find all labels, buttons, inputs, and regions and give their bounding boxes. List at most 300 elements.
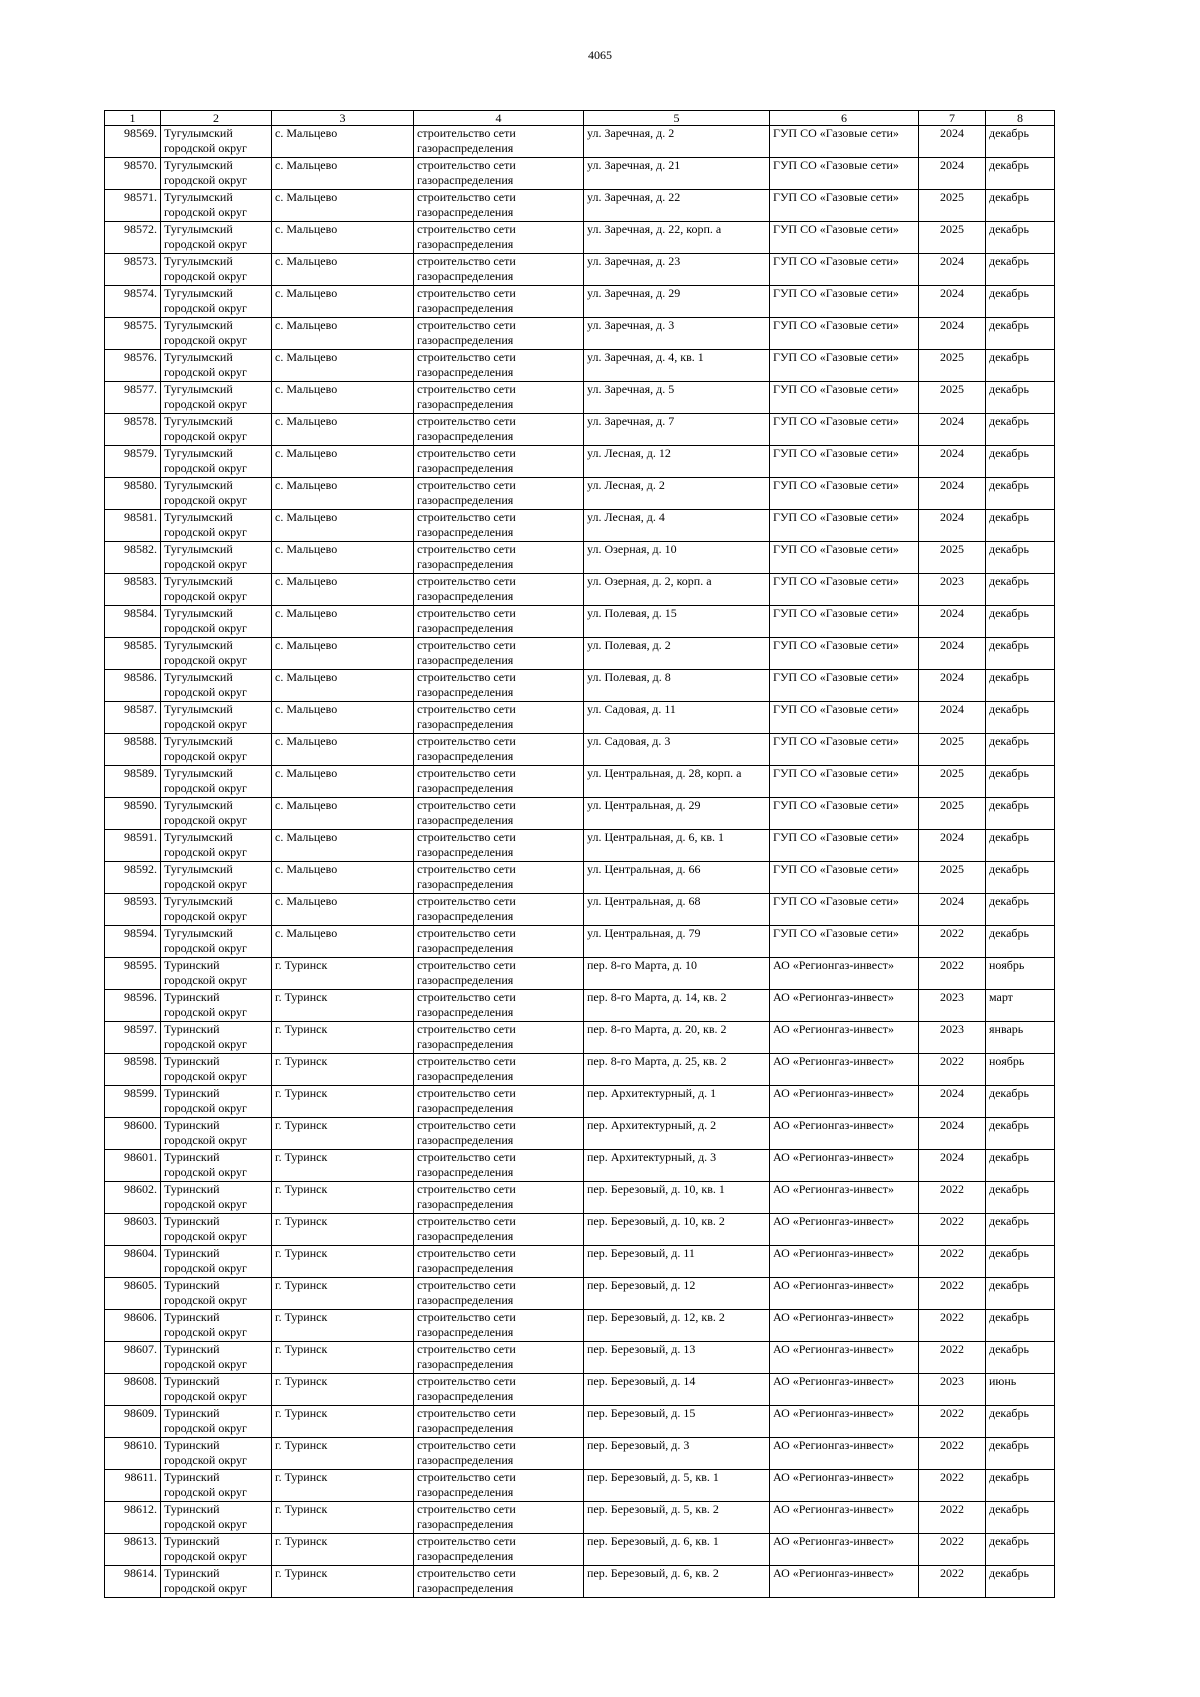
row-number-cell-text: 98598.: [124, 1054, 157, 1068]
month-cell: [986, 766, 1055, 798]
organization-cell-text: ГУП СО «Газовые сети»: [773, 158, 899, 172]
month-cell: [986, 190, 1055, 222]
district-cell-text: городской округ: [164, 941, 247, 955]
row-number-cell-text: 98571.: [124, 190, 157, 204]
month-cell-text: декабрь: [989, 1438, 1029, 1452]
organization-cell: [770, 638, 919, 670]
month-cell-text: декабрь: [989, 222, 1029, 236]
month-cell-text: декабрь: [989, 1502, 1029, 1516]
work-type-cell-text: строительство сети: [417, 1086, 516, 1100]
work-type-cell: [414, 126, 584, 158]
row-number-cell: [105, 638, 161, 670]
locality-cell: [272, 1246, 414, 1278]
table-row: [105, 478, 1055, 510]
organization-cell-text: АО «Регионгаз-инвест»: [773, 1310, 894, 1324]
row-number-cell-text: 98579.: [124, 446, 157, 460]
address-cell: [584, 734, 770, 766]
organization-cell-text: ГУП СО «Газовые сети»: [773, 254, 899, 268]
year-cell: [919, 830, 986, 862]
month-cell-text: декабрь: [989, 1534, 1029, 1548]
year-cell-text: 2022: [940, 1342, 964, 1356]
row-number-cell-text: 98584.: [124, 606, 157, 620]
organization-cell-text: ГУП СО «Газовые сети»: [773, 478, 899, 492]
row-number-cell-text: 98577.: [124, 382, 157, 396]
address-cell: [584, 318, 770, 350]
table-row: [105, 414, 1055, 446]
locality-cell: [272, 1374, 414, 1406]
month-cell: [986, 446, 1055, 478]
district-cell: [161, 1502, 272, 1534]
district-cell: [161, 542, 272, 574]
address-cell-text: пер. Березовый, д. 14: [587, 1374, 696, 1388]
locality-cell: [272, 1150, 414, 1182]
locality-cell: [272, 1054, 414, 1086]
district-cell-text: городской округ: [164, 653, 247, 667]
locality-cell: [272, 606, 414, 638]
row-number-cell: [105, 1246, 161, 1278]
month-cell: [986, 542, 1055, 574]
year-cell-text: 2022: [940, 1182, 964, 1196]
locality-cell: [272, 1438, 414, 1470]
district-cell: [161, 478, 272, 510]
year-cell: [919, 222, 986, 254]
address-cell: [584, 1342, 770, 1374]
organization-cell: [770, 1118, 919, 1150]
locality-cell-text: с. Мальцево: [275, 222, 338, 236]
locality-cell-text: с. Мальцево: [275, 446, 338, 460]
row-number-cell-text: 98578.: [124, 414, 157, 428]
locality-cell: [272, 126, 414, 158]
table-row: [105, 1566, 1055, 1598]
district-cell-text: городской округ: [164, 397, 247, 411]
work-type-cell: [414, 894, 584, 926]
table-row: [105, 1118, 1055, 1150]
organization-cell-text: ГУП СО «Газовые сети»: [773, 382, 899, 396]
address-cell-text: пер. Березовый, д. 10, кв. 1: [587, 1182, 725, 1196]
month-cell-text: декабрь: [989, 862, 1029, 876]
district-cell: [161, 958, 272, 990]
year-cell-text: 2024: [940, 158, 964, 172]
year-cell-text: 2022: [940, 926, 964, 940]
organization-cell-text: АО «Регионгаз-инвест»: [773, 990, 894, 1004]
address-cell-text: ул. Лесная, д. 2: [587, 478, 665, 492]
work-type-cell-text: строительство сети: [417, 446, 516, 460]
work-type-cell: [414, 574, 584, 606]
row-number-cell: [105, 958, 161, 990]
district-cell-text: городской округ: [164, 173, 247, 187]
district-cell-text: Тугулымский: [164, 414, 233, 428]
address-cell: [584, 542, 770, 574]
locality-cell-text: г. Туринск: [275, 958, 328, 972]
district-cell: [161, 158, 272, 190]
address-cell-text: ул. Центральная, д. 68: [587, 894, 701, 908]
table-row: [105, 1086, 1055, 1118]
address-cell-text: ул. Заречная, д. 7: [587, 414, 675, 428]
district-cell-text: городской округ: [164, 237, 247, 251]
work-type-cell-text: газораспределения: [417, 1357, 514, 1371]
month-cell: [986, 222, 1055, 254]
table-row: [105, 510, 1055, 542]
district-cell-text: городской округ: [164, 589, 247, 603]
table-row: [105, 1374, 1055, 1406]
work-type-cell-text: строительство сети: [417, 542, 516, 556]
district-cell-text: Тугулымский: [164, 798, 233, 812]
district-cell: [161, 926, 272, 958]
organization-cell: [770, 670, 919, 702]
work-type-cell-text: строительство сети: [417, 126, 516, 140]
work-type-cell-text: строительство сети: [417, 1470, 516, 1484]
locality-cell: [272, 1086, 414, 1118]
table-row: [105, 1406, 1055, 1438]
row-number-cell: [105, 606, 161, 638]
work-type-cell-text: газораспределения: [417, 237, 514, 251]
address-cell-text: пер. 8-го Марта, д. 20, кв. 2: [587, 1022, 727, 1036]
district-cell: [161, 126, 272, 158]
year-cell-text: 2025: [940, 382, 964, 396]
district-cell: [161, 1118, 272, 1150]
district-cell-text: городской округ: [164, 1517, 247, 1531]
year-cell-text: 2022: [940, 958, 964, 972]
district-cell: [161, 254, 272, 286]
address-cell: [584, 990, 770, 1022]
district-cell: [161, 670, 272, 702]
month-cell-text: декабрь: [989, 734, 1029, 748]
organization-cell: [770, 862, 919, 894]
organization-cell-text: АО «Регионгаз-инвест»: [773, 1374, 894, 1388]
district-cell-text: Туринский: [164, 1502, 220, 1516]
work-type-cell-text: газораспределения: [417, 589, 514, 603]
locality-cell: [272, 670, 414, 702]
row-number-cell-text: 98608.: [124, 1374, 157, 1388]
locality-cell-text: г. Туринск: [275, 1470, 328, 1484]
month-cell-text: ноябрь: [989, 1054, 1025, 1068]
address-cell-text: пер. Березовый, д. 5, кв. 2: [587, 1502, 719, 1516]
work-type-cell-text: строительство сети: [417, 1342, 516, 1356]
address-cell: [584, 1054, 770, 1086]
address-cell-text: пер. Березовый, д. 12: [587, 1278, 696, 1292]
locality-cell: [272, 990, 414, 1022]
row-number-cell-text: 98576.: [124, 350, 157, 364]
row-number-cell: [105, 1310, 161, 1342]
district-cell-text: Тугулымский: [164, 190, 233, 204]
district-cell-text: городской округ: [164, 1325, 247, 1339]
locality-cell: [272, 1406, 414, 1438]
address-cell-text: ул. Полевая, д. 8: [587, 670, 671, 684]
locality-cell-text: с. Мальцево: [275, 734, 338, 748]
locality-cell-text: г. Туринск: [275, 1342, 328, 1356]
year-cell-text: 2023: [940, 990, 964, 1004]
locality-cell-text: с. Мальцево: [275, 606, 338, 620]
year-cell-text: 2024: [940, 510, 964, 524]
year-cell-text: 2024: [940, 1118, 964, 1132]
month-cell-text: декабрь: [989, 254, 1029, 268]
locality-cell-text: г. Туринск: [275, 990, 328, 1004]
address-cell-text: ул. Садовая, д. 11: [587, 702, 676, 716]
district-cell-text: Туринский: [164, 958, 220, 972]
year-cell: [919, 1054, 986, 1086]
table-row: [105, 1470, 1055, 1502]
row-number-cell: [105, 766, 161, 798]
address-cell-text: пер. Березовый, д. 5, кв. 1: [587, 1470, 719, 1484]
month-cell: [986, 1118, 1055, 1150]
work-type-cell-text: газораспределения: [417, 909, 514, 923]
table-row: [105, 1502, 1055, 1534]
locality-cell: [272, 894, 414, 926]
address-cell-text: ул. Центральная, д. 6, кв. 1: [587, 830, 725, 844]
work-type-cell-text: строительство сети: [417, 222, 516, 236]
work-type-cell-text: газораспределения: [417, 429, 514, 443]
year-cell: [919, 1342, 986, 1374]
district-cell: [161, 318, 272, 350]
table-row: [105, 190, 1055, 222]
month-cell: [986, 670, 1055, 702]
district-cell-text: городской округ: [164, 557, 247, 571]
table-row: [105, 1278, 1055, 1310]
locality-cell-text: с. Мальцево: [275, 766, 338, 780]
work-type-cell: [414, 1150, 584, 1182]
work-type-cell: [414, 702, 584, 734]
column-header: 6: [770, 111, 919, 126]
address-cell-text: ул. Центральная, д. 28, корп. а: [587, 766, 742, 780]
year-cell: [919, 414, 986, 446]
district-cell-text: Тугулымский: [164, 574, 233, 588]
locality-cell-text: г. Туринск: [275, 1406, 328, 1420]
address-cell-text: ул. Лесная, д. 4: [587, 510, 665, 524]
table-row: [105, 1246, 1055, 1278]
work-type-cell-text: газораспределения: [417, 1005, 514, 1019]
row-number-cell: [105, 798, 161, 830]
work-type-cell: [414, 798, 584, 830]
address-cell-text: ул. Озерная, д. 10: [587, 542, 677, 556]
locality-cell: [272, 446, 414, 478]
district-cell-text: городской округ: [164, 1293, 247, 1307]
district-cell-text: городской округ: [164, 141, 247, 155]
organization-cell-text: АО «Регионгаз-инвест»: [773, 1470, 894, 1484]
address-cell-text: пер. Березовый, д. 3: [587, 1438, 690, 1452]
row-number-cell: [105, 126, 161, 158]
locality-cell: [272, 510, 414, 542]
district-cell-text: городской округ: [164, 429, 247, 443]
address-cell-text: пер. Березовый, д. 11: [587, 1246, 695, 1260]
address-cell: [584, 1086, 770, 1118]
work-type-cell-text: газораспределения: [417, 1133, 514, 1147]
row-number-cell: [105, 350, 161, 382]
row-number-cell: [105, 254, 161, 286]
work-type-cell-text: газораспределения: [417, 1037, 514, 1051]
organization-cell-text: АО «Регионгаз-инвест»: [773, 1438, 894, 1452]
address-cell: [584, 1566, 770, 1598]
month-cell: [986, 1470, 1055, 1502]
year-cell-text: 2024: [940, 318, 964, 332]
organization-cell-text: ГУП СО «Газовые сети»: [773, 190, 899, 204]
year-cell: [919, 990, 986, 1022]
month-cell: [986, 414, 1055, 446]
locality-cell: [272, 574, 414, 606]
district-cell: [161, 1406, 272, 1438]
work-type-cell: [414, 446, 584, 478]
locality-cell: [272, 414, 414, 446]
locality-cell-text: с. Мальцево: [275, 574, 338, 588]
district-cell-text: Тугулымский: [164, 638, 233, 652]
month-cell-text: декабрь: [989, 894, 1029, 908]
address-cell: [584, 1534, 770, 1566]
month-cell-text: ноябрь: [989, 958, 1025, 972]
table-row: [105, 542, 1055, 574]
work-type-cell-text: строительство сети: [417, 510, 516, 524]
year-cell-text: 2022: [940, 1534, 964, 1548]
work-type-cell: [414, 158, 584, 190]
month-cell-text: декабрь: [989, 126, 1029, 140]
row-number-cell-text: 98587.: [124, 702, 157, 716]
work-type-cell: [414, 222, 584, 254]
district-cell-text: городской округ: [164, 493, 247, 507]
work-type-cell: [414, 382, 584, 414]
organization-cell: [770, 734, 919, 766]
row-number-cell: [105, 318, 161, 350]
district-cell: [161, 990, 272, 1022]
work-type-cell-text: строительство сети: [417, 766, 516, 780]
row-number-cell: [105, 510, 161, 542]
organization-cell-text: ГУП СО «Газовые сети»: [773, 606, 899, 620]
month-cell: [986, 478, 1055, 510]
locality-cell: [272, 1566, 414, 1598]
work-type-cell: [414, 254, 584, 286]
locality-cell: [272, 1278, 414, 1310]
organization-cell-text: АО «Регионгаз-инвест»: [773, 1534, 894, 1548]
locality-cell-text: с. Мальцево: [275, 286, 338, 300]
row-number-cell: [105, 542, 161, 574]
month-cell-text: июнь: [989, 1374, 1017, 1388]
locality-cell-text: г. Туринск: [275, 1182, 328, 1196]
work-type-cell-text: газораспределения: [417, 1453, 514, 1467]
work-type-cell: [414, 926, 584, 958]
locality-cell: [272, 1470, 414, 1502]
table-row: [105, 894, 1055, 926]
district-cell: [161, 606, 272, 638]
district-cell-text: Туринский: [164, 1118, 220, 1132]
locality-cell-text: с. Мальцево: [275, 254, 338, 268]
column-header: 1: [105, 111, 161, 126]
work-type-cell-text: газораспределения: [417, 621, 514, 635]
locality-cell: [272, 1310, 414, 1342]
row-number-cell: [105, 414, 161, 446]
work-type-cell-text: строительство сети: [417, 1054, 516, 1068]
work-type-cell-text: строительство сети: [417, 190, 516, 204]
locality-cell: [272, 286, 414, 318]
district-cell-text: городской округ: [164, 333, 247, 347]
work-type-cell: [414, 1438, 584, 1470]
year-cell-text: 2024: [940, 702, 964, 716]
address-cell: [584, 830, 770, 862]
month-cell: [986, 894, 1055, 926]
work-type-cell: [414, 414, 584, 446]
month-cell-text: декабрь: [989, 574, 1029, 588]
locality-cell: [272, 1022, 414, 1054]
organization-cell: [770, 1470, 919, 1502]
row-number-cell-text: 98610.: [124, 1438, 157, 1452]
work-type-cell: [414, 1502, 584, 1534]
year-cell-text: 2025: [940, 862, 964, 876]
table-row: [105, 990, 1055, 1022]
work-type-cell: [414, 1406, 584, 1438]
work-type-cell-text: газораспределения: [417, 685, 514, 699]
table-row: [105, 798, 1055, 830]
district-cell-text: Туринский: [164, 990, 220, 1004]
district-cell-text: Туринский: [164, 1310, 220, 1324]
district-cell-text: Туринский: [164, 1566, 220, 1580]
address-cell-text: пер. Березовый, д. 12, кв. 2: [587, 1310, 725, 1324]
table-row: [105, 350, 1055, 382]
year-cell-text: 2024: [940, 478, 964, 492]
work-type-cell-text: газораспределения: [417, 333, 514, 347]
address-cell: [584, 606, 770, 638]
organization-cell: [770, 798, 919, 830]
address-cell-text: ул. Лесная, д. 12: [587, 446, 671, 460]
month-cell-text: декабрь: [989, 926, 1029, 940]
address-cell-text: пер. Архитектурный, д. 3: [587, 1150, 717, 1164]
address-cell: [584, 702, 770, 734]
row-number-cell-text: 98614.: [124, 1566, 157, 1580]
work-type-cell-text: строительство сети: [417, 830, 516, 844]
locality-cell: [272, 478, 414, 510]
year-cell: [919, 702, 986, 734]
locality-cell-text: г. Туринск: [275, 1502, 328, 1516]
row-number-cell-text: 98583.: [124, 574, 157, 588]
address-cell: [584, 126, 770, 158]
organization-cell-text: ГУП СО «Газовые сети»: [773, 638, 899, 652]
organization-cell: [770, 1310, 919, 1342]
organization-cell-text: АО «Регионгаз-инвест»: [773, 1566, 894, 1580]
year-cell: [919, 670, 986, 702]
table-row: [105, 318, 1055, 350]
year-cell: [919, 734, 986, 766]
locality-cell-text: г. Туринск: [275, 1054, 328, 1068]
month-cell-text: декабрь: [989, 1182, 1029, 1196]
month-cell-text: декабрь: [989, 1342, 1029, 1356]
year-cell: [919, 1502, 986, 1534]
row-number-cell: [105, 1374, 161, 1406]
organization-cell: [770, 1374, 919, 1406]
work-type-cell-text: газораспределения: [417, 1229, 514, 1243]
locality-cell: [272, 158, 414, 190]
work-type-cell-text: газораспределения: [417, 1389, 514, 1403]
work-type-cell-text: газораспределения: [417, 141, 514, 155]
locality-cell: [272, 734, 414, 766]
work-type-cell-text: строительство сети: [417, 638, 516, 652]
work-type-cell-text: строительство сети: [417, 478, 516, 492]
month-cell-text: декабрь: [989, 830, 1029, 844]
address-cell-text: ул. Заречная, д. 4, кв. 1: [587, 350, 704, 364]
address-cell: [584, 894, 770, 926]
row-number-cell-text: 98595.: [124, 958, 157, 972]
row-number-cell-text: 98581.: [124, 510, 157, 524]
district-cell-text: городской округ: [164, 909, 247, 923]
row-number-cell-text: 98600.: [124, 1118, 157, 1132]
table-row: [105, 446, 1055, 478]
year-cell: [919, 1374, 986, 1406]
district-cell: [161, 574, 272, 606]
month-cell-text: декабрь: [989, 382, 1029, 396]
locality-cell: [272, 1118, 414, 1150]
locality-cell-text: с. Мальцево: [275, 414, 338, 428]
table-row: [105, 222, 1055, 254]
work-type-cell-text: газораспределения: [417, 269, 514, 283]
work-type-cell-text: строительство сети: [417, 1278, 516, 1292]
year-cell: [919, 1246, 986, 1278]
row-number-cell-text: 98588.: [124, 734, 157, 748]
district-cell-text: городской округ: [164, 1485, 247, 1499]
district-cell: [161, 1150, 272, 1182]
